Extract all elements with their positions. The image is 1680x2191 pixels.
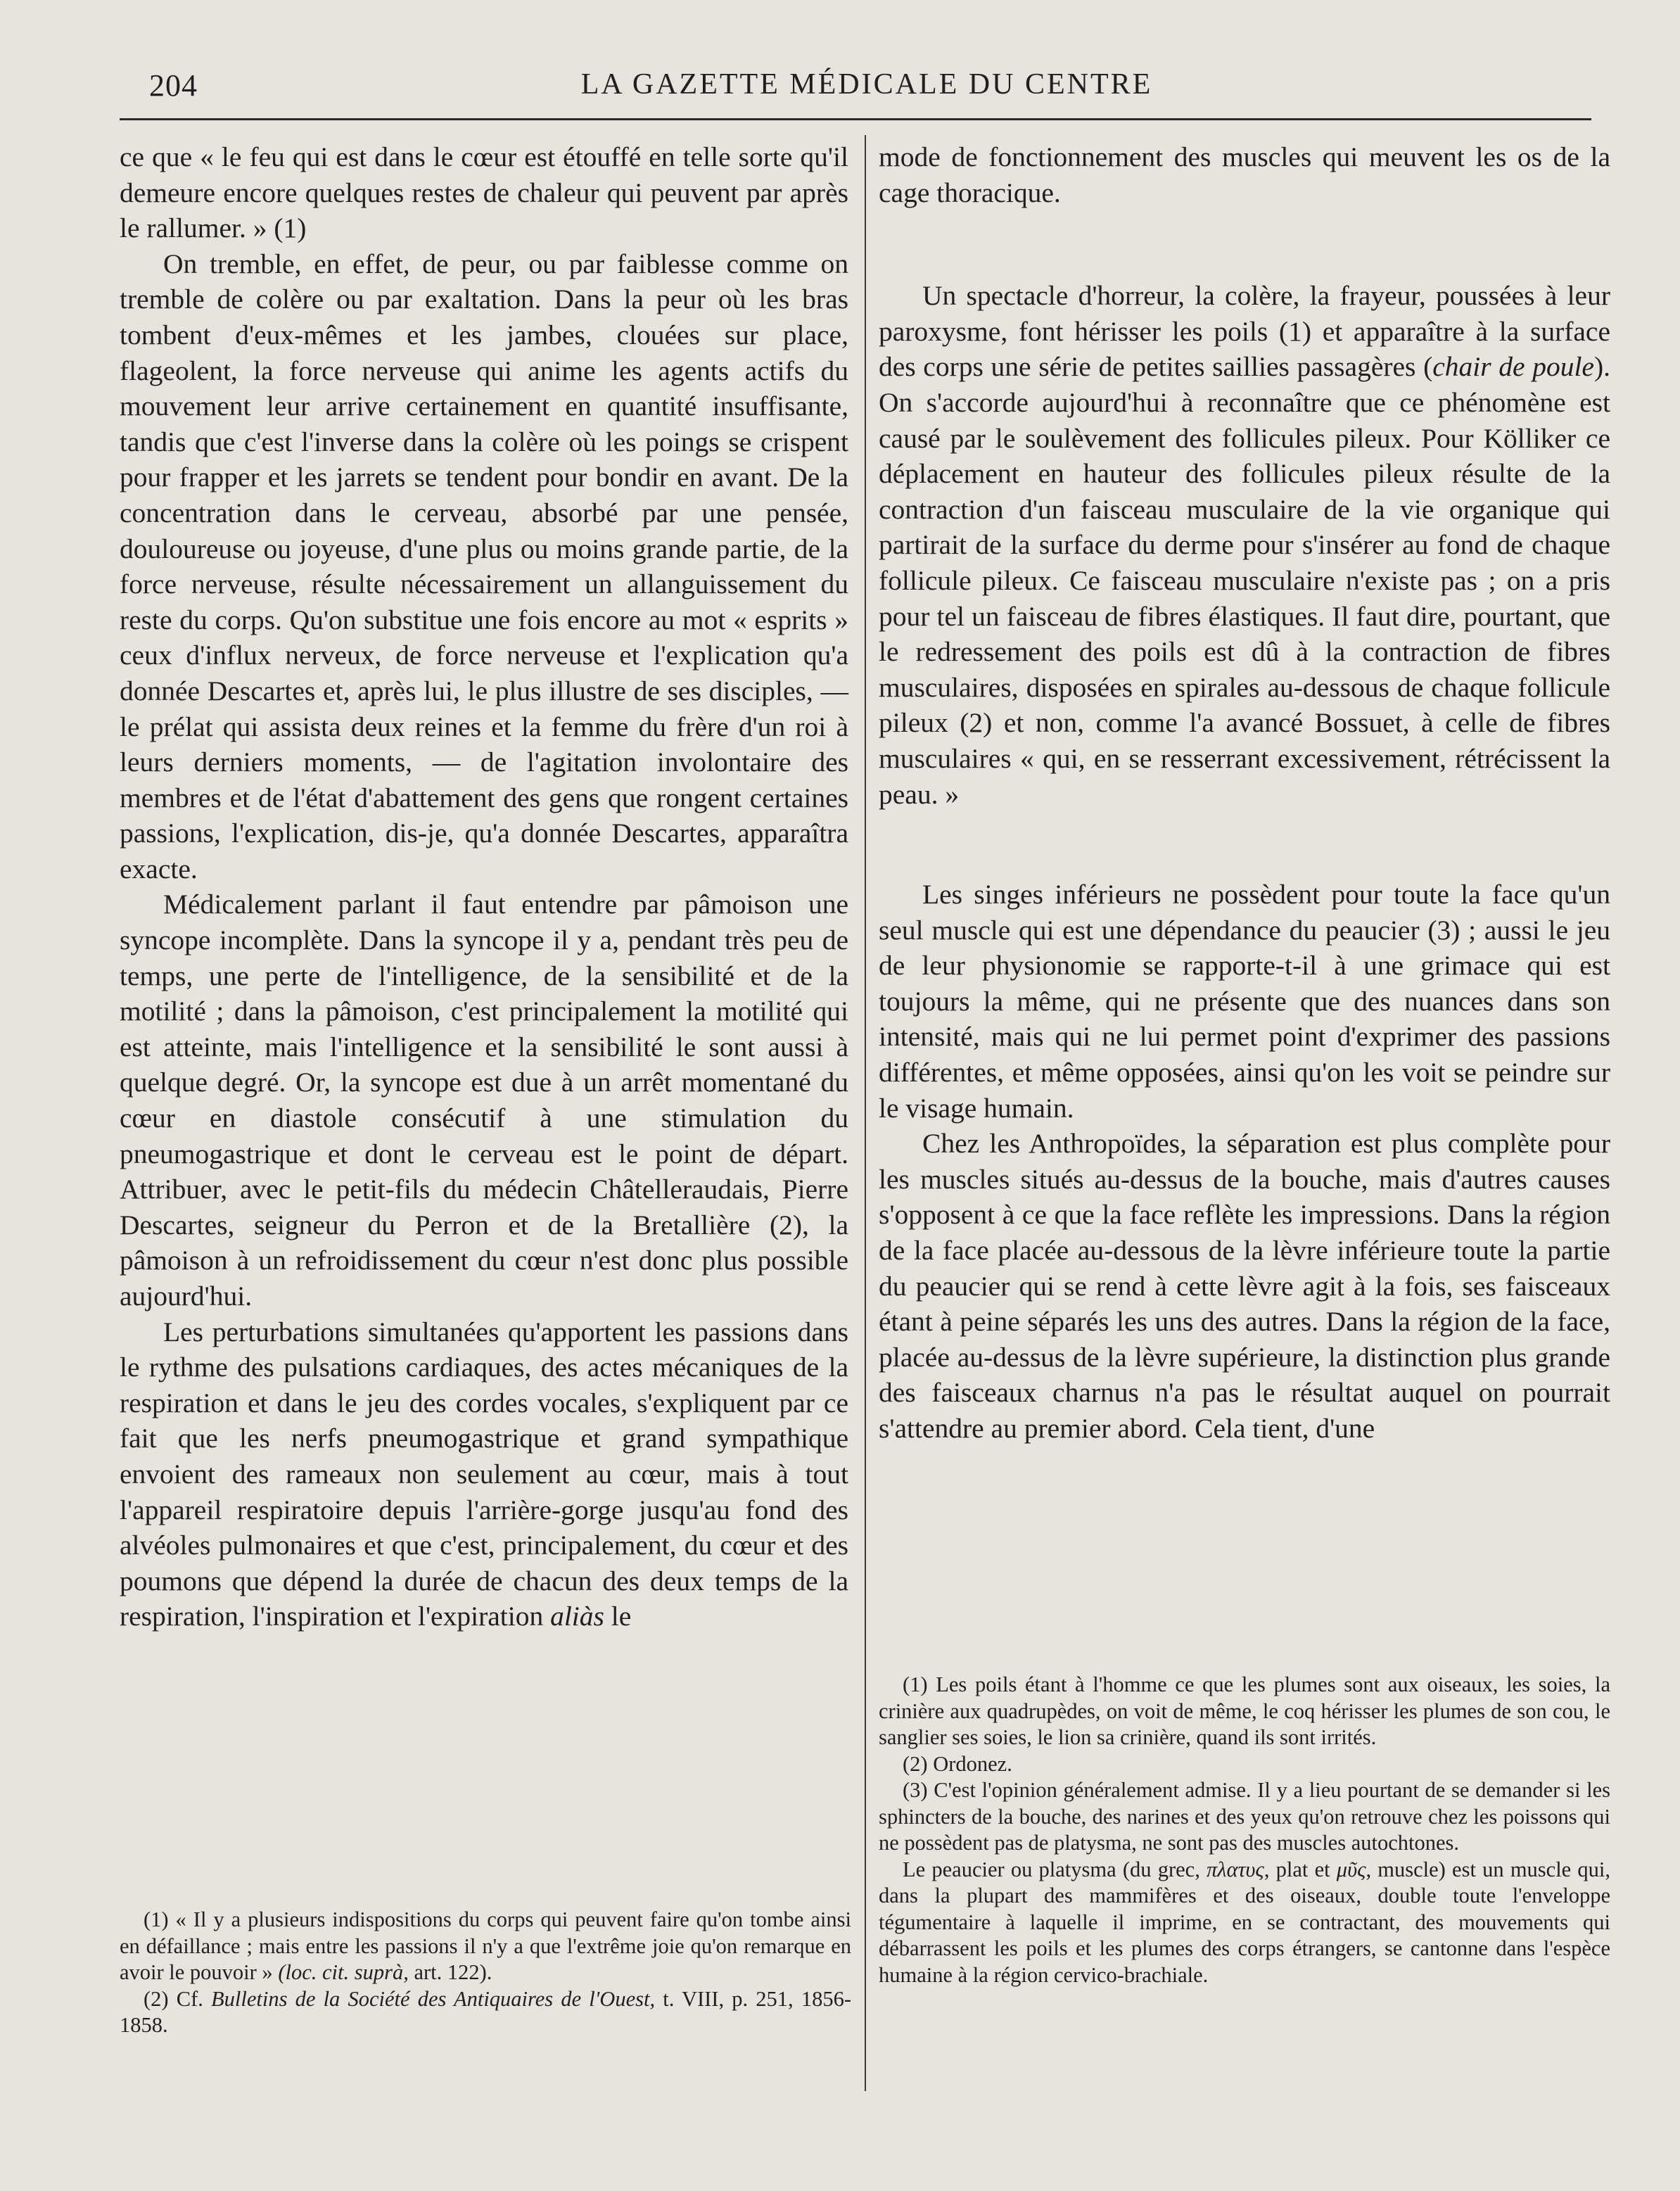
footnote-text: , plat et bbox=[1264, 1857, 1337, 1881]
footnote: (3) C'est l'opinion généralement admise. Il y a lieu pourtant de se demander si les sphincters de la bouche, des narines et des yeux qu'on retrouve chez les poissons qui ne possèdent pas de platysma, ne sont pas des muscles autochtones. bbox=[879, 1778, 1610, 1855]
footnote-text: (2) Cf. bbox=[144, 1986, 212, 2011]
paragraph: Les singes inférieurs ne possèdent pour toute la face qu'un seul muscle qui est une dépendance du peaucier (3) ; aussi le jeu de leur physionomie se rapporte-t-il à une grimace qui est toujours la même, qui ne présente que des nuances dans son intensité, mais qui ne lui permet point d'exprimer des passions différentes, et même opposées, ainsi qu'on les voit se peindre sur le visage humain. bbox=[879, 879, 1610, 1124]
page-number: 204 bbox=[149, 68, 198, 103]
footnote bbox=[120, 1986, 851, 2039]
footnote: (1) Les poils étant à l'homme ce que les plumes sont aux oiseaux, les soies, la crinière aux quadrupèdes, on voit de même, le coq hérisser les plumes de son cou, le sanglier ses soies, le lion sa crinière, quand ils sont irrités. bbox=[879, 1672, 1610, 1749]
paragraph: mode de fonctionnement des muscles qui meuvent les os de la cage thoracique. bbox=[879, 141, 1610, 208]
italic-term: chair de poule bbox=[1432, 351, 1594, 383]
journal-title: LA GAZETTE MÉDICALE DU CENTRE bbox=[580, 68, 1153, 101]
footnote-text: Le peaucier ou platysma (du grec, bbox=[903, 1857, 1207, 1881]
header-rule bbox=[120, 118, 1591, 120]
italic-term: aliàs bbox=[550, 1601, 604, 1632]
footnote-italic: (loc. cit. suprà, bbox=[278, 1960, 409, 1984]
paragraph: Chez les Anthropoïdes, la séparation est plus complète pour les muscles situés au-dessus de la bouche, mais d'autres causes s'opposent à ce que la face reflète les impressions. Dans la région de la face placée au-dessous de la lèvre inférieure toute la partie du peaucier qui se rend à cette lèvre agit à la fois, ses faisceaux étant à peine séparés les uns des autres. Dans la région de la face, placée au-dessus de la lèvre supérieure, la distinction plus grande des faisceaux charnus n'a pas le résultat auquel on pourrait s'attendre au premier abord. Cela tient, d'une bbox=[879, 1128, 1610, 1444]
paragraph-text: le bbox=[611, 1601, 632, 1632]
greek-word: πλατυς bbox=[1207, 1857, 1264, 1881]
paragraph bbox=[879, 278, 1610, 812]
paragraph: Médicalement parlant il faut entendre par pâmoison une syncope incomplète. Dans la syncope il y a, pendant très peu de temps, une perte de l'intelligence, de la sensibilité et de la motilité ; dans la pâmoison, c'est principalement la motilité qui est atteinte, mais l'intelligence et la sensibilité le sont aussi à quelque degré. Or, la syncope est due à un arrêt momentané du cœur en diastole consécutif à une stimulation du pneumogastrique et dont le cerveau est le point de départ. Attribuer, avec le petit-fils du médecin Châtelleraudais, Pierre Descartes, seigneur du Perron et de la Bretallière (2), la pâmoison à un refroidissement du cœur n'est donc plus possible aujourd'hui. bbox=[120, 889, 848, 1312]
paragraph bbox=[120, 1314, 848, 1634]
paragraph: On tremble, en effet, de peur, ou par faiblesse comme on tremble de colère ou par exaltation. Dans la peur où les bras tombent d'eux-mêmes et les jambes, clouées sur place, flageolent, la force nerveuse qui anime les agents actifs du mouvement leur arrive certainement en quantité insuffisante, tandis que c'est l'inverse dans la colère où les poings se crispent pour frapper et les jarrets se tendent pour bondir en avant. De la concentration dans le cerveau, absorbé par une pensée, douloureuse ou joyeuse, d'une plus ou moins grande partie, de la force nerveuse, résulte nécessairement un allanguissement du reste du corps. Qu'on substitue une fois encore au mot « esprits » ceux d'influx nerveux, de force nerveuse et l'explication qu'a donnée Descartes et, après lui, le plus illustre de ses disciples, — le prélat qui assista deux reines et la femme du frère d'un roi à leurs derniers moments, — de l'agitation involontaire des membres et de l'état d'abattement des gens que rongent certaines passions, l'explication, dis-je, qu'a donnée Descartes, apparaîtra exacte. bbox=[120, 248, 848, 884]
footnote: (2) Ordonez. bbox=[903, 1751, 1012, 1776]
footnote-text: (1) « Il y a plusieurs indispositions du corps qui peuvent faire qu'on tombe ainsi en défaillance ; mais entre les passions il n'y a que l'extrême joie qu'on remarque en avoir le pouvoir » bbox=[120, 1907, 851, 1984]
column-divider bbox=[865, 135, 866, 2091]
footnote-text: t. VIII, p. 251, 1856-1858. bbox=[120, 1986, 851, 2037]
right-footnotes bbox=[879, 1672, 1610, 1988]
footnote-text: art. 122). bbox=[408, 1960, 492, 1984]
paragraph-text: ). On s'accorde aujourd'hui à reconnaître que ce phénomène est causé par le soulèvement des follicules pileux. Pour Kölliker ce déplacement en hauteur des follicules pileux résulte de la contraction d'un faisceau musculaire de la vie organique qui partirait de la surface du derme pour s'insérer au fond de chaque follicule pileux. Ce faisceau musculaire n'existe pas ; on a pris pour tel un faisceau de fibres élastiques. Il faut dire, pourtant, que le redressement des poils est dû à la contraction de fibres musculaires, disposées en spirales au-dessous de chaque follicule pileux (2) et non, comme l'a avancé Bossuet, à celle de fibres musculaires « qui, en se resserrant excessivement, rétrécissent la peau. » bbox=[879, 351, 1610, 810]
footnote bbox=[120, 1907, 851, 1986]
section-gap bbox=[879, 210, 1610, 278]
page-header bbox=[149, 68, 1584, 110]
left-footnotes bbox=[120, 1907, 851, 2039]
greek-word: μῦς bbox=[1336, 1857, 1366, 1881]
footnote-italic: Bulletins de la Société des Antiquaires de l'Ouest, bbox=[211, 1986, 656, 2011]
footnote bbox=[879, 1857, 1610, 1989]
left-column bbox=[120, 139, 848, 1634]
paragraph: ce que « le feu qui est dans le cœur est étouffé en telle sorte qu'il demeure encore quelques restes de chaleur qui peuvent par après le rallumer. » (1) bbox=[120, 141, 848, 244]
paragraph-text: Les perturbations simultanées qu'apportent les passions dans le rythme des pulsations cardiaques, des actes mécaniques de la respiration et dans le jeu des cordes vocales, s'expliquent par ce fait que les nerfs pneumogastrique et grand sympathique envoient des rameaux non seulement au cœur, mais à tout l'appareil respiratoire depuis l'arrière-gorge jusqu'au fond des alvéoles pulmonaires et que c'est, principalement, du cœur et des poumons que dépend la durée de chacun des deux temps de la respiration, l'inspiration et l'expiration bbox=[120, 1316, 848, 1632]
section-gap bbox=[879, 812, 1610, 877]
right-column bbox=[879, 139, 1610, 1447]
paragraph-text: Un spectacle d'horreur, la colère, la frayeur, poussées à leur paroxysme, font hérisser les poils (1) et apparaître à la surface des corps une série de petites saillies passagères ( bbox=[879, 280, 1610, 383]
footnote-text: , muscle) est un muscle qui, dans la plupart des mammifères et des oiseaux, double toute l'enveloppe tégumentaire à laquelle il imprime, en se contractant, des mouvements qui débarrassent les poils et les plumes des corps étrangers, se cantonne dans l'espèce humaine à la région cervico-brachiale. bbox=[879, 1857, 1611, 1987]
